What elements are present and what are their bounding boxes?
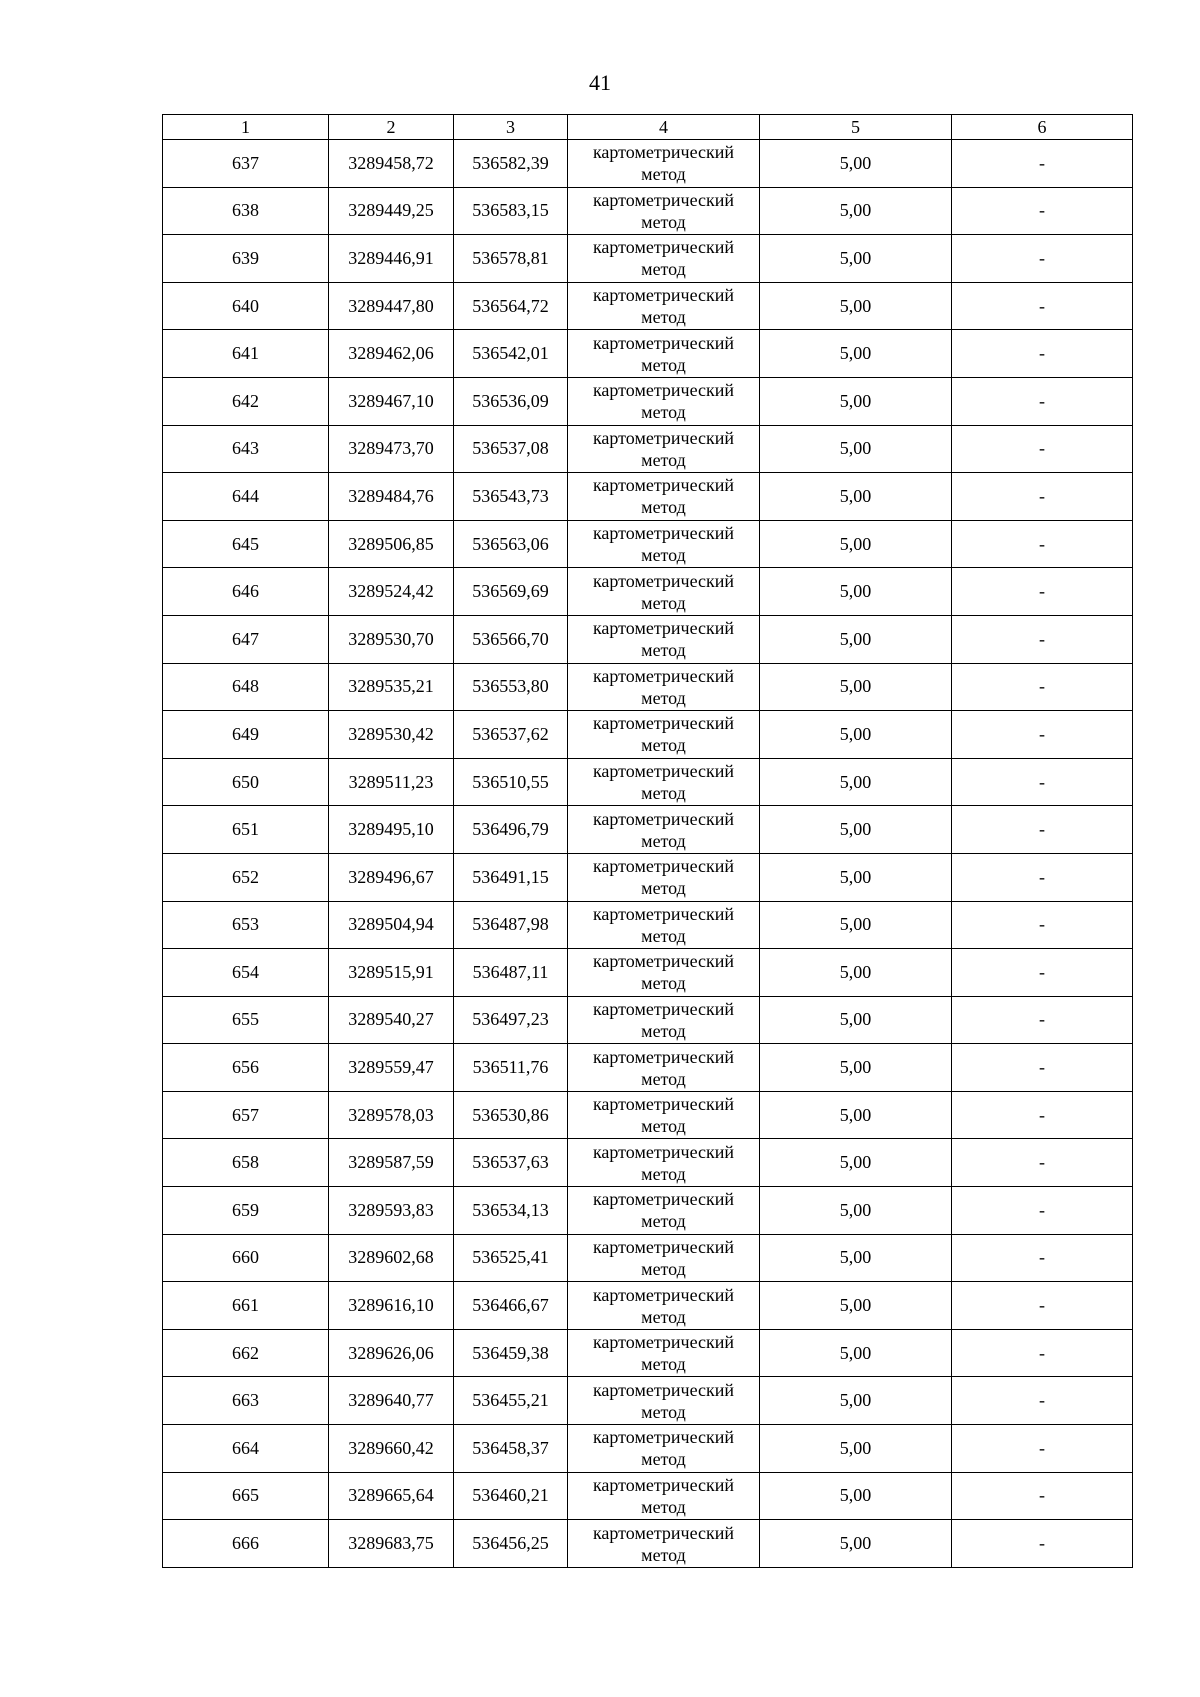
point-number-cell: 659 — [163, 1187, 329, 1235]
y-coordinate-cell: 536456,25 — [454, 1520, 568, 1568]
method-cell: картометрический метод — [568, 615, 760, 663]
point-number-cell: 641 — [163, 330, 329, 378]
x-coordinate-cell: 3289640,77 — [329, 1377, 454, 1425]
table-row — [163, 377, 1133, 425]
x-coordinate-cell: 3289467,10 — [329, 377, 454, 425]
point-number-cell: 664 — [163, 1425, 329, 1473]
point-number-cell: 652 — [163, 853, 329, 901]
y-coordinate-cell: 536497,23 — [454, 996, 568, 1044]
point-number-cell: 649 — [163, 711, 329, 759]
accuracy-cell: 5,00 — [760, 425, 952, 473]
note-cell: - — [952, 663, 1133, 711]
column-header-1: 1 — [163, 115, 329, 140]
method-cell: картометрический метод — [568, 520, 760, 568]
method-cell: картометрический метод — [568, 1234, 760, 1282]
table-row — [163, 853, 1133, 901]
y-coordinate-cell: 536583,15 — [454, 187, 568, 235]
accuracy-cell: 5,00 — [760, 853, 952, 901]
method-cell: картометрический метод — [568, 1425, 760, 1473]
accuracy-cell: 5,00 — [760, 1187, 952, 1235]
method-cell: картометрический метод — [568, 1091, 760, 1139]
point-number-cell: 640 — [163, 282, 329, 330]
accuracy-cell: 5,00 — [760, 996, 952, 1044]
note-cell: - — [952, 140, 1133, 188]
accuracy-cell: 5,00 — [760, 1425, 952, 1473]
x-coordinate-cell: 3289446,91 — [329, 235, 454, 283]
column-header-5: 5 — [760, 115, 952, 140]
note-cell: - — [952, 1044, 1133, 1092]
note-cell: - — [952, 853, 1133, 901]
y-coordinate-cell: 536525,41 — [454, 1234, 568, 1282]
x-coordinate-cell: 3289602,68 — [329, 1234, 454, 1282]
table-row — [163, 1425, 1133, 1473]
x-coordinate-cell: 3289462,06 — [329, 330, 454, 378]
y-coordinate-cell: 536466,67 — [454, 1282, 568, 1330]
table-row — [163, 425, 1133, 473]
accuracy-cell: 5,00 — [760, 1091, 952, 1139]
accuracy-cell: 5,00 — [760, 1282, 952, 1330]
y-coordinate-cell: 536543,73 — [454, 473, 568, 521]
note-cell: - — [952, 377, 1133, 425]
x-coordinate-cell: 3289535,21 — [329, 663, 454, 711]
column-header-2: 2 — [329, 115, 454, 140]
note-cell: - — [952, 473, 1133, 521]
note-cell: - — [952, 425, 1133, 473]
note-cell: - — [952, 1472, 1133, 1520]
column-header-3: 3 — [454, 115, 568, 140]
column-header-4: 4 — [568, 115, 760, 140]
table-row — [163, 1282, 1133, 1330]
table-row — [163, 282, 1133, 330]
x-coordinate-cell: 3289559,47 — [329, 1044, 454, 1092]
y-coordinate-cell: 536455,21 — [454, 1377, 568, 1425]
x-coordinate-cell: 3289660,42 — [329, 1425, 454, 1473]
table-row — [163, 1234, 1133, 1282]
accuracy-cell: 5,00 — [760, 1044, 952, 1092]
method-cell: картометрический метод — [568, 1377, 760, 1425]
table-body — [163, 140, 1133, 1568]
table-row — [163, 663, 1133, 711]
x-coordinate-cell: 3289665,64 — [329, 1472, 454, 1520]
method-cell: картометрический метод — [568, 1139, 760, 1187]
table-row — [163, 1044, 1133, 1092]
accuracy-cell: 5,00 — [760, 187, 952, 235]
y-coordinate-cell: 536569,69 — [454, 568, 568, 616]
method-cell: картометрический метод — [568, 187, 760, 235]
point-number-cell: 654 — [163, 949, 329, 997]
y-coordinate-cell: 536530,86 — [454, 1091, 568, 1139]
point-number-cell: 666 — [163, 1520, 329, 1568]
table-row — [163, 1329, 1133, 1377]
accuracy-cell: 5,00 — [760, 140, 952, 188]
point-number-cell: 642 — [163, 377, 329, 425]
table-row — [163, 758, 1133, 806]
table-row — [163, 615, 1133, 663]
note-cell: - — [952, 187, 1133, 235]
table-row — [163, 1377, 1133, 1425]
note-cell: - — [952, 282, 1133, 330]
point-number-cell: 646 — [163, 568, 329, 616]
x-coordinate-cell: 3289524,42 — [329, 568, 454, 616]
table-row — [163, 1472, 1133, 1520]
point-number-cell: 639 — [163, 235, 329, 283]
note-cell: - — [952, 1282, 1133, 1330]
y-coordinate-cell: 536487,98 — [454, 901, 568, 949]
y-coordinate-cell: 536537,63 — [454, 1139, 568, 1187]
accuracy-cell: 5,00 — [760, 758, 952, 806]
y-coordinate-cell: 536553,80 — [454, 663, 568, 711]
y-coordinate-cell: 536536,09 — [454, 377, 568, 425]
accuracy-cell: 5,00 — [760, 615, 952, 663]
point-number-cell: 660 — [163, 1234, 329, 1282]
table-row — [163, 568, 1133, 616]
y-coordinate-cell: 536563,06 — [454, 520, 568, 568]
y-coordinate-cell: 536537,62 — [454, 711, 568, 759]
note-cell: - — [952, 1187, 1133, 1235]
x-coordinate-cell: 3289484,76 — [329, 473, 454, 521]
note-cell: - — [952, 235, 1133, 283]
y-coordinate-cell: 536496,79 — [454, 806, 568, 854]
accuracy-cell: 5,00 — [760, 235, 952, 283]
accuracy-cell: 5,00 — [760, 282, 952, 330]
note-cell: - — [952, 996, 1133, 1044]
table-row — [163, 1520, 1133, 1568]
method-cell: картометрический метод — [568, 1282, 760, 1330]
point-number-cell: 662 — [163, 1329, 329, 1377]
note-cell: - — [952, 806, 1133, 854]
table-row — [163, 235, 1133, 283]
method-cell: картометрический метод — [568, 473, 760, 521]
point-number-cell: 653 — [163, 901, 329, 949]
y-coordinate-cell: 536566,70 — [454, 615, 568, 663]
table-row — [163, 140, 1133, 188]
method-cell: картометрический метод — [568, 949, 760, 997]
method-cell: картометрический метод — [568, 330, 760, 378]
x-coordinate-cell: 3289578,03 — [329, 1091, 454, 1139]
table-row — [163, 1139, 1133, 1187]
method-cell: картометрический метод — [568, 140, 760, 188]
x-coordinate-cell: 3289504,94 — [329, 901, 454, 949]
method-cell: картометрический метод — [568, 1472, 760, 1520]
method-cell: картометрический метод — [568, 663, 760, 711]
note-cell: - — [952, 1234, 1133, 1282]
point-number-cell: 643 — [163, 425, 329, 473]
point-number-cell: 658 — [163, 1139, 329, 1187]
accuracy-cell: 5,00 — [760, 1377, 952, 1425]
method-cell: картометрический метод — [568, 377, 760, 425]
note-cell: - — [952, 711, 1133, 759]
x-coordinate-cell: 3289447,80 — [329, 282, 454, 330]
method-cell: картометрический метод — [568, 901, 760, 949]
coordinates-table — [162, 114, 1133, 1568]
accuracy-cell: 5,00 — [760, 663, 952, 711]
accuracy-cell: 5,00 — [760, 806, 952, 854]
column-header-6: 6 — [952, 115, 1133, 140]
method-cell: картометрический метод — [568, 568, 760, 616]
note-cell: - — [952, 615, 1133, 663]
x-coordinate-cell: 3289540,27 — [329, 996, 454, 1044]
accuracy-cell: 5,00 — [760, 330, 952, 378]
point-number-cell: 663 — [163, 1377, 329, 1425]
note-cell: - — [952, 1139, 1133, 1187]
table-header-row — [163, 115, 1133, 140]
x-coordinate-cell: 3289515,91 — [329, 949, 454, 997]
y-coordinate-cell: 536458,37 — [454, 1425, 568, 1473]
table-row — [163, 1187, 1133, 1235]
y-coordinate-cell: 536460,21 — [454, 1472, 568, 1520]
note-cell: - — [952, 520, 1133, 568]
accuracy-cell: 5,00 — [760, 901, 952, 949]
point-number-cell: 644 — [163, 473, 329, 521]
x-coordinate-cell: 3289626,06 — [329, 1329, 454, 1377]
accuracy-cell: 5,00 — [760, 1329, 952, 1377]
x-coordinate-cell: 3289506,85 — [329, 520, 454, 568]
point-number-cell: 665 — [163, 1472, 329, 1520]
point-number-cell: 656 — [163, 1044, 329, 1092]
table-row — [163, 996, 1133, 1044]
table-row — [163, 901, 1133, 949]
accuracy-cell: 5,00 — [760, 520, 952, 568]
point-number-cell: 638 — [163, 187, 329, 235]
note-cell: - — [952, 1329, 1133, 1377]
x-coordinate-cell: 3289495,10 — [329, 806, 454, 854]
x-coordinate-cell: 3289587,59 — [329, 1139, 454, 1187]
accuracy-cell: 5,00 — [760, 949, 952, 997]
table-row — [163, 520, 1133, 568]
point-number-cell: 647 — [163, 615, 329, 663]
note-cell: - — [952, 568, 1133, 616]
method-cell: картометрический метод — [568, 711, 760, 759]
method-cell: картометрический метод — [568, 1044, 760, 1092]
table-row — [163, 711, 1133, 759]
y-coordinate-cell: 536564,72 — [454, 282, 568, 330]
x-coordinate-cell: 3289449,25 — [329, 187, 454, 235]
note-cell: - — [952, 949, 1133, 997]
accuracy-cell: 5,00 — [760, 1472, 952, 1520]
note-cell: - — [952, 1377, 1133, 1425]
method-cell: картометрический метод — [568, 235, 760, 283]
accuracy-cell: 5,00 — [760, 1520, 952, 1568]
note-cell: - — [952, 330, 1133, 378]
table-row — [163, 806, 1133, 854]
table-row — [163, 187, 1133, 235]
point-number-cell: 655 — [163, 996, 329, 1044]
y-coordinate-cell: 536582,39 — [454, 140, 568, 188]
x-coordinate-cell: 3289530,70 — [329, 615, 454, 663]
x-coordinate-cell: 3289511,23 — [329, 758, 454, 806]
accuracy-cell: 5,00 — [760, 1234, 952, 1282]
method-cell: картометрический метод — [568, 282, 760, 330]
y-coordinate-cell: 536510,55 — [454, 758, 568, 806]
note-cell: - — [952, 1091, 1133, 1139]
accuracy-cell: 5,00 — [760, 711, 952, 759]
y-coordinate-cell: 536459,38 — [454, 1329, 568, 1377]
x-coordinate-cell: 3289496,67 — [329, 853, 454, 901]
note-cell: - — [952, 1425, 1133, 1473]
x-coordinate-cell: 3289458,72 — [329, 140, 454, 188]
note-cell: - — [952, 1520, 1133, 1568]
table-row — [163, 949, 1133, 997]
y-coordinate-cell: 536578,81 — [454, 235, 568, 283]
point-number-cell: 657 — [163, 1091, 329, 1139]
method-cell: картометрический метод — [568, 996, 760, 1044]
accuracy-cell: 5,00 — [760, 473, 952, 521]
method-cell: картометрический метод — [568, 1329, 760, 1377]
x-coordinate-cell: 3289683,75 — [329, 1520, 454, 1568]
point-number-cell: 645 — [163, 520, 329, 568]
accuracy-cell: 5,00 — [760, 377, 952, 425]
note-cell: - — [952, 758, 1133, 806]
y-coordinate-cell: 536491,15 — [454, 853, 568, 901]
table-row — [163, 1091, 1133, 1139]
y-coordinate-cell: 536542,01 — [454, 330, 568, 378]
table-row — [163, 330, 1133, 378]
method-cell: картометрический метод — [568, 425, 760, 473]
table-row — [163, 473, 1133, 521]
point-number-cell: 637 — [163, 140, 329, 188]
page-number: 41 — [589, 70, 611, 95]
y-coordinate-cell: 536487,11 — [454, 949, 568, 997]
method-cell: картометрический метод — [568, 806, 760, 854]
method-cell: картометрический метод — [568, 1187, 760, 1235]
point-number-cell: 650 — [163, 758, 329, 806]
method-cell: картометрический метод — [568, 758, 760, 806]
method-cell: картометрический метод — [568, 1520, 760, 1568]
x-coordinate-cell: 3289530,42 — [329, 711, 454, 759]
x-coordinate-cell: 3289473,70 — [329, 425, 454, 473]
y-coordinate-cell: 536511,76 — [454, 1044, 568, 1092]
x-coordinate-cell: 3289593,83 — [329, 1187, 454, 1235]
accuracy-cell: 5,00 — [760, 1139, 952, 1187]
y-coordinate-cell: 536534,13 — [454, 1187, 568, 1235]
y-coordinate-cell: 536537,08 — [454, 425, 568, 473]
method-cell: картометрический метод — [568, 853, 760, 901]
point-number-cell: 661 — [163, 1282, 329, 1330]
note-cell: - — [952, 901, 1133, 949]
point-number-cell: 651 — [163, 806, 329, 854]
point-number-cell: 648 — [163, 663, 329, 711]
x-coordinate-cell: 3289616,10 — [329, 1282, 454, 1330]
accuracy-cell: 5,00 — [760, 568, 952, 616]
